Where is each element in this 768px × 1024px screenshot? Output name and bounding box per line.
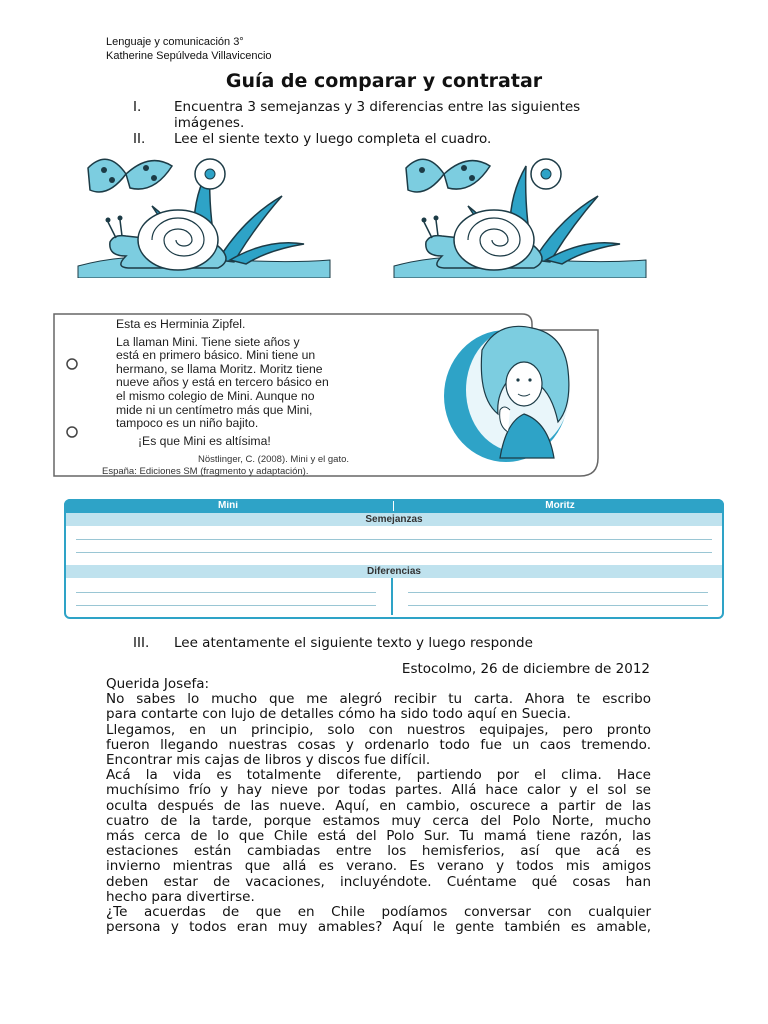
letter-date: Estocolmo, 26 de diciembre de 2012 (401, 661, 650, 677)
reading-line: La llaman Mini. Tiene siete años y (116, 334, 300, 349)
reading-line: hermano, se llama Moritz. Moritz tiene (116, 361, 323, 376)
citation-line: España: Ediciones SM (fragmento y adaptación). (102, 466, 309, 478)
letter-line: cuatro de la tarde, porque estamos muy cerca del Polo Norte, mucho (106, 812, 651, 829)
comparison-table (64, 499, 724, 619)
letter-line: fueron llegando nuestras cosas y ordenarlo todo fue un caos tremendo. (106, 736, 651, 753)
citation-line: Nöstlinger, C. (2008). Mini y el gato. (198, 454, 350, 466)
reading-line: mide ni un centímetro más que Mini, (116, 402, 313, 417)
snail-illustration-right (384, 148, 654, 278)
letter-line: Llegamos, en un principio, solo con nuestros equipajes, pero pronto (106, 721, 651, 738)
instruction-text: Encuentra 3 semejanzas y 3 diferencias entre las siguientes imágenes. (174, 99, 581, 131)
reading-line: ¡Es que Mini es altísima! (138, 433, 271, 448)
letter-line: Acá la vida es totalmente diferente, partiendo por el clima. Hace (106, 767, 651, 784)
letter-line: Querida Josefa: (106, 676, 210, 692)
instruction-text: Lee el siente texto y luego completa el cuadro. (174, 131, 492, 147)
band-diferencias: Diferencias (64, 565, 724, 578)
instruction-number: III. (133, 635, 150, 651)
letter-line: No sabes lo mucho que me alegró recibir tu carta. Ahora te escribo (106, 691, 651, 708)
compare-images (68, 148, 708, 280)
instruction-number: I. (133, 99, 142, 115)
letter-line: ¿Te acuerdas de que en Chile podíamos conversar con cualquier (106, 904, 651, 921)
letter-line: estaciones están cambiadas entre los hemisferios, así que acá es (106, 843, 651, 860)
column-header-moritz: Moritz (545, 500, 575, 511)
snail-illustration-left (68, 148, 338, 278)
band-semejanzas: Semejanzas (64, 513, 724, 526)
page-title: Guía de comparar y contratar (225, 70, 543, 92)
letter-line: oculta después de las nueve. Aquí, en cambio, oscurece a partir de las (106, 797, 651, 814)
teacher-name: Katherine Sepúlveda Villavicencio (106, 50, 272, 62)
reading-line: el mismo colegio de Mini. Aunque no (116, 388, 315, 403)
reading-passage (102, 317, 436, 478)
letter-line: persona y todos eran muy amables? Aquí le gente también es amable, (106, 919, 651, 936)
document-header (106, 35, 272, 63)
subject-label: Lenguaje y comunicación 3° (106, 36, 244, 48)
letter-line: muchísimo frío y hay nieve por todas partes. Allá hace calor y el sol se (106, 782, 651, 799)
reading-line: está en primero básico. Mini tiene un (116, 348, 316, 363)
column-header-mini: Mini (218, 500, 238, 511)
letter-line: Encontrar mis cajas de libros y discos fue difícil. (106, 752, 431, 769)
letter-body (106, 677, 651, 935)
reading-line: tampoco es un niño bajito. (116, 416, 259, 431)
table-border (64, 499, 724, 619)
reading-line: nueve años y está en tercero básico en (116, 375, 329, 390)
reading-line: Esta es Herminia Zipfel. (116, 317, 246, 331)
letter-line: deben estar de vacaciones, incluyéndote. Cuéntame qué cosas han (106, 873, 651, 890)
letter-line: para contarte con lujo de detalles cómo ha sido todo aquí en Suecia. (106, 706, 571, 723)
letter-line: hecho para divertirse. (106, 888, 255, 905)
instruction-number: II. (133, 131, 146, 147)
letter-line: más cerca de lo que Chile está del Polo Sur. Tu mamá tiene razón, las (106, 828, 651, 845)
letter-line: invierno mientras que allá es verano. Es verano y todos mis amigos (106, 858, 651, 875)
instruction-text: Lee atentamente el siguiente texto y luego responde (174, 635, 533, 651)
